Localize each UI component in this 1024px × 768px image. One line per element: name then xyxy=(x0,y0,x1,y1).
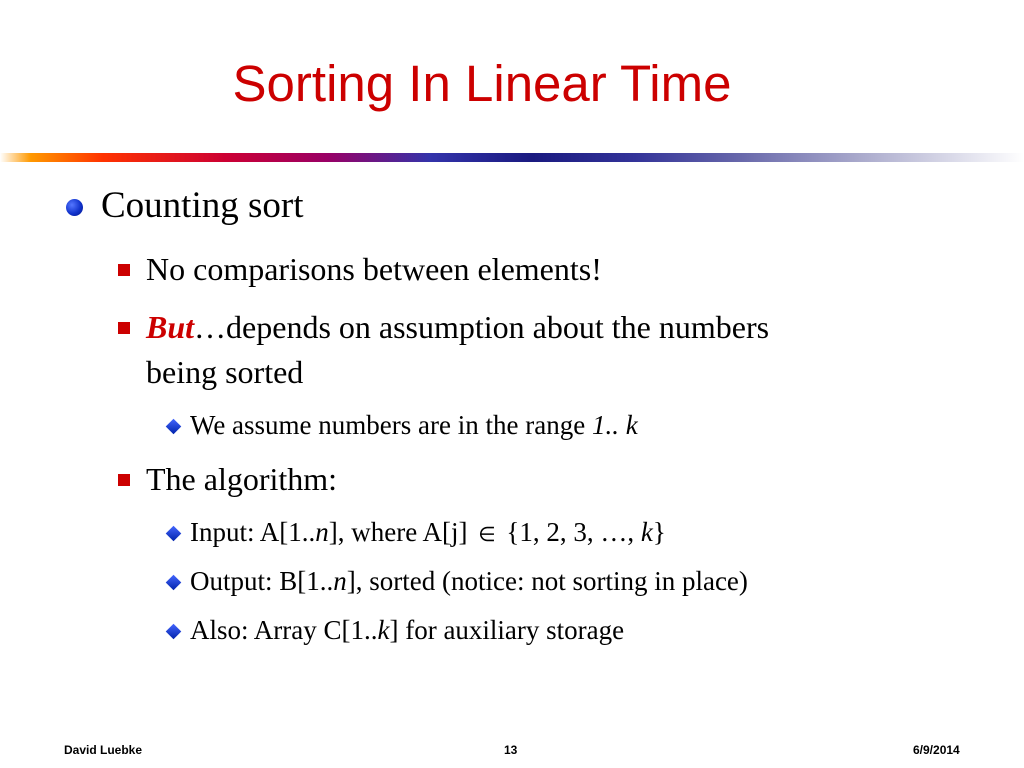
footer-date: 6/9/2014 xyxy=(913,743,960,757)
bullet-algorithm: The algorithm: xyxy=(146,461,338,497)
but-emphasis: But xyxy=(146,309,195,345)
input-mid: ], where A[j] xyxy=(328,517,475,547)
diamond-bullet-icon xyxy=(166,419,182,435)
assume-range-value: 1.. k xyxy=(591,410,638,440)
diamond-bullet-icon xyxy=(166,575,182,591)
output-prefix: Output: B[1.. xyxy=(190,566,334,596)
square-bullet-icon xyxy=(118,322,130,334)
bullet-counting-sort: Counting sort xyxy=(101,185,304,226)
output-n: n xyxy=(333,566,347,596)
bullet-output xyxy=(190,564,748,598)
slide-title-text: Sorting In Linear Time xyxy=(232,55,732,112)
input-end: } xyxy=(652,517,666,547)
bullet-also xyxy=(190,613,624,647)
input-k: k xyxy=(640,517,653,547)
square-bullet-icon xyxy=(118,264,130,276)
bullet-assume-range xyxy=(190,408,638,442)
output-end: ], sorted (notice: not sorting in place) xyxy=(346,566,748,596)
input-n: n xyxy=(315,517,329,547)
also-end: ] for auxiliary storage xyxy=(389,615,625,645)
bullet-but-depends-line2: being sorted xyxy=(146,354,304,390)
diamond-bullet-icon xyxy=(166,526,182,542)
bullet-input xyxy=(190,515,666,552)
assume-text: We assume numbers are in the range xyxy=(190,410,592,440)
square-bullet-icon xyxy=(118,474,130,486)
also-k: k xyxy=(377,615,390,645)
input-prefix: Input: A[1.. xyxy=(190,517,316,547)
diamond-bullet-icon xyxy=(166,624,182,640)
but-rest-line1: …depends on assumption about the numbers xyxy=(194,309,770,345)
footer-author: David Luebke xyxy=(64,743,143,757)
also-prefix: Also: Array C[1.. xyxy=(190,615,378,645)
bullet-but-depends xyxy=(146,307,769,347)
bullet-no-comparisons: No comparisons between elements! xyxy=(146,251,602,287)
footer-page-number: 13 xyxy=(504,743,518,757)
input-set: {1, 2, 3, …, xyxy=(499,517,641,547)
element-of-symbol: ∈ xyxy=(478,524,496,546)
round-bullet-icon xyxy=(66,199,83,216)
